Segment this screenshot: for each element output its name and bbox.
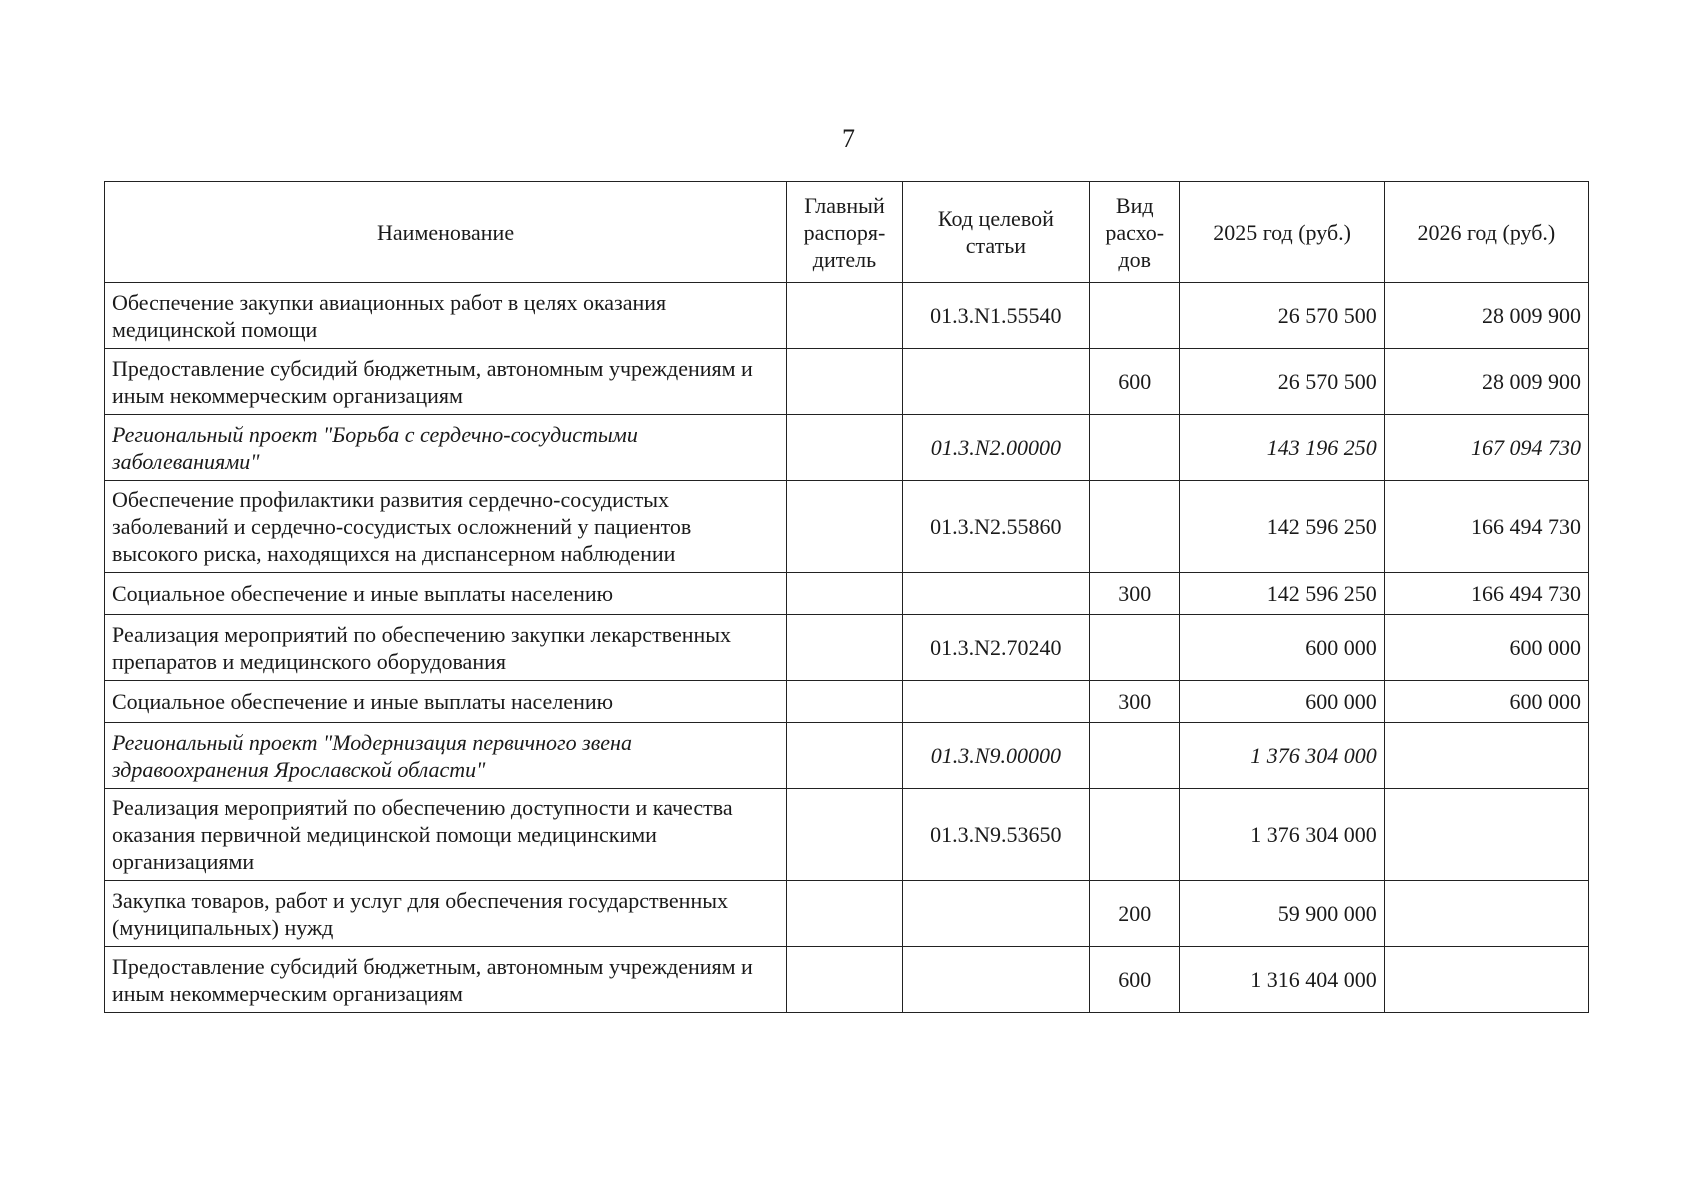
cell-name: Реализация мероприятий по обеспечению закупки лекарственных препаратов и медицинского оборудования [105,615,787,681]
cell-expense-type [1089,415,1180,481]
cell-grbs [787,681,903,723]
cell-code: 01.3.N9.00000 [902,723,1089,789]
cell-2025: 143 196 250 [1180,415,1384,481]
cell-expense-type [1089,283,1180,349]
header-grbs: Главный распоря- дитель [787,182,903,283]
cell-code: 01.3.N1.55540 [902,283,1089,349]
header-name: Наименование [105,182,787,283]
cell-expense-type [1089,789,1180,881]
table-row [105,615,1589,681]
cell-2026: 166 494 730 [1384,573,1588,615]
cell-name: Предоставление субсидий бюджетным, автономным учреждениям и иным некоммерческим организациям [105,947,787,1013]
cell-expense-type: 200 [1089,881,1180,947]
cell-grbs [787,615,903,681]
table-row [105,789,1589,881]
header-row [105,182,1589,283]
cell-2025: 26 570 500 [1180,349,1384,415]
cell-2025: 59 900 000 [1180,881,1384,947]
table-body [105,283,1589,1013]
cell-2025: 142 596 250 [1180,481,1384,573]
cell-name: Реализация мероприятий по обеспечению доступности и качества оказания первичной медицинской помощи медицинскими организациями [105,789,787,881]
cell-name: Обеспечение закупки авиационных работ в целях оказания медицинской помощи [105,283,787,349]
cell-name: Социальное обеспечение и иные выплаты населению [105,681,787,723]
cell-code [902,947,1089,1013]
table-row [105,723,1589,789]
table-row [105,881,1589,947]
cell-2026: 28 009 900 [1384,349,1588,415]
cell-expense-type: 600 [1089,349,1180,415]
cell-code [902,881,1089,947]
table-row [105,415,1589,481]
cell-grbs [787,349,903,415]
cell-2026 [1384,947,1588,1013]
cell-expense-type: 300 [1089,681,1180,723]
cell-2025: 26 570 500 [1180,283,1384,349]
cell-2026 [1384,723,1588,789]
cell-2026: 167 094 730 [1384,415,1588,481]
cell-name: Закупка товаров, работ и услуг для обеспечения государственных (муниципальных) нужд [105,881,787,947]
cell-2025: 1 376 304 000 [1180,723,1384,789]
cell-grbs [787,573,903,615]
cell-2026: 600 000 [1384,615,1588,681]
table-row [105,481,1589,573]
cell-2026: 600 000 [1384,681,1588,723]
cell-2025: 600 000 [1180,681,1384,723]
cell-2025: 600 000 [1180,615,1384,681]
cell-2025: 1 376 304 000 [1180,789,1384,881]
cell-expense-type [1089,481,1180,573]
cell-2025: 1 316 404 000 [1180,947,1384,1013]
cell-name: Региональный проект "Борьба с сердечно-сосудистыми заболеваниями" [105,415,787,481]
cell-grbs [787,283,903,349]
cell-2025: 142 596 250 [1180,573,1384,615]
budget-table [104,181,1589,1013]
cell-expense-type: 300 [1089,573,1180,615]
cell-code [902,349,1089,415]
cell-code [902,681,1089,723]
table-header [105,182,1589,283]
cell-grbs [787,723,903,789]
header-code: Код целевой статьи [902,182,1089,283]
header-2025: 2025 год (руб.) [1180,182,1384,283]
cell-code: 01.3.N2.55860 [902,481,1089,573]
table-row [105,573,1589,615]
cell-2026 [1384,881,1588,947]
cell-code [902,573,1089,615]
header-2026: 2026 год (руб.) [1384,182,1588,283]
cell-expense-type [1089,615,1180,681]
cell-expense-type [1089,723,1180,789]
cell-grbs [787,415,903,481]
cell-name: Региональный проект "Модернизация первичного звена здравоохранения Ярославской области" [105,723,787,789]
cell-code: 01.3.N9.53650 [902,789,1089,881]
cell-code: 01.3.N2.70240 [902,615,1089,681]
cell-2026: 166 494 730 [1384,481,1588,573]
cell-expense-type: 600 [1089,947,1180,1013]
table-row [105,283,1589,349]
cell-grbs [787,881,903,947]
cell-grbs [787,947,903,1013]
header-expense-type: Вид расхо- дов [1089,182,1180,283]
cell-name: Предоставление субсидий бюджетным, автономным учреждениям и иным некоммерческим организациям [105,349,787,415]
cell-2026 [1384,789,1588,881]
table-row [105,349,1589,415]
cell-name: Социальное обеспечение и иные выплаты населению [105,573,787,615]
page-number: 7 [842,124,855,153]
table-row [105,947,1589,1013]
cell-grbs [787,481,903,573]
table-row [105,681,1589,723]
cell-grbs [787,789,903,881]
cell-name: Обеспечение профилактики развития сердечно-сосудистых заболеваний и сердечно-сосудистых осложнений у пациентов высокого риска, находящихся на диспансерном наблюдении [105,481,787,573]
cell-2026: 28 009 900 [1384,283,1588,349]
cell-code: 01.3.N2.00000 [902,415,1089,481]
